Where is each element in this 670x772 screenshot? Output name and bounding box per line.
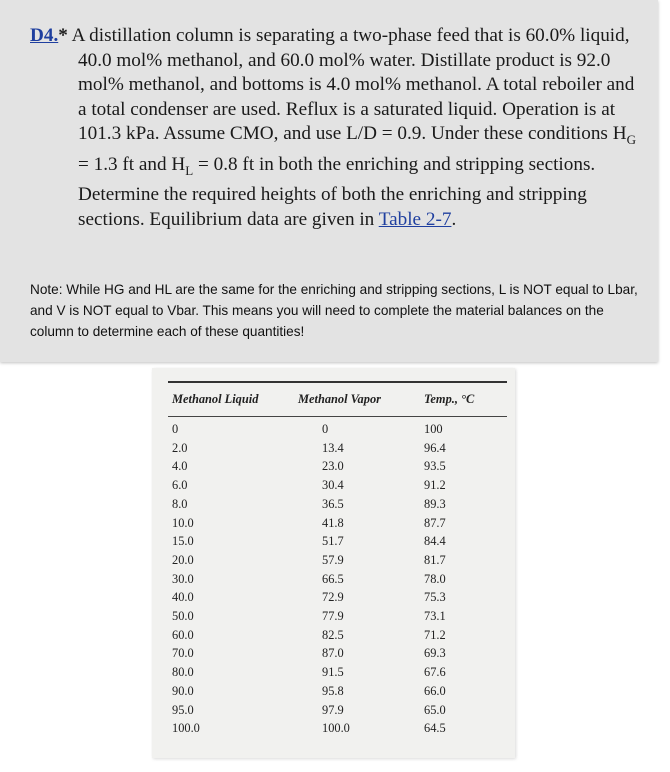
liquid-value: 50.0	[172, 609, 194, 623]
temp-value: 91.2	[424, 478, 446, 493]
vapor-value: 57.9	[322, 552, 344, 567]
table-row	[152, 684, 515, 702]
liquid-value: 6.0	[172, 478, 188, 493]
temp-value: 96.4	[424, 440, 446, 455]
temp-value: 89.3	[424, 496, 446, 511]
temp-value: 73.1	[424, 609, 446, 623]
table-row	[152, 665, 515, 683]
table-row	[152, 441, 515, 459]
liquid-value: 90.0	[172, 683, 194, 698]
temp-value: 69.3	[424, 646, 446, 661]
liquid-value: 95.0	[172, 702, 194, 717]
header-temperature: Temp., °C	[424, 392, 475, 406]
liquid-value: 60.0	[172, 627, 194, 642]
problem-paragraph	[30, 24, 642, 232]
vapor-value: 72.9	[322, 590, 344, 605]
temp-value: 78.0	[424, 571, 446, 586]
table-top-rule	[168, 381, 507, 383]
temp-value: 87.7	[424, 515, 446, 530]
liquid-value: 40.0	[172, 590, 194, 605]
problem-star: *	[58, 25, 68, 46]
note-text: Note: While HG and HL are the same for the enriching and stripping sections, L is NOT equal to Lbar, and V is NOT equal to Vbar. This means you will need to complete the material balances on the column to determine each of these quantities!	[30, 282, 638, 339]
table-row	[152, 628, 515, 646]
temp-value: 65.0	[424, 702, 446, 717]
header-methanol-vapor: Methanol Vapor	[298, 392, 381, 406]
vapor-value: 0	[322, 422, 329, 436]
vapor-value: 77.9	[322, 609, 344, 623]
hl-subscript: L	[185, 162, 194, 178]
temp-value: 75.3	[424, 590, 446, 605]
liquid-value: 15.0	[172, 534, 194, 549]
table-row	[152, 497, 515, 515]
table-row	[152, 609, 515, 627]
liquid-value: 8.0	[172, 496, 188, 511]
table-row	[152, 553, 515, 571]
liquid-value: 0	[172, 422, 179, 436]
vapor-value: 87.0	[322, 646, 344, 661]
table-row	[152, 422, 515, 440]
temp-value: 66.0	[424, 683, 446, 698]
equilibrium-table	[152, 368, 515, 758]
temp-value: 67.6	[424, 665, 446, 680]
problem-tail-text: = 0.8 ft in both the enriching and stripping sections. Determine the required heights of both the enriching and stripping sections. Equilibrium data are given in	[78, 153, 596, 230]
problem-statement	[30, 24, 642, 232]
problem-id-link[interactable]: D4.	[30, 25, 59, 46]
table-row	[152, 478, 515, 496]
vapor-value: 91.5	[322, 665, 344, 680]
table-row	[152, 590, 515, 608]
liquid-value: 2.0	[172, 440, 188, 455]
temp-value: 84.4	[424, 534, 446, 549]
problem-text: A distillation column is separating a two-phase feed that is 60.0% liquid, 40.0 mol% methanol, and 60.0 mol% water. Distillate product is 92.0 mol% methanol, and bottoms is 4.0 mol% methanol. A total reboiler and a total condenser are used. Reflux is a saturated liquid. Operation is at 101.3 kPa. Assume CMO, and use L/D = 0.9. Under these conditions H	[67, 25, 635, 145]
problem-panel	[0, 0, 658, 362]
liquid-value: 100.0	[172, 721, 200, 736]
problem-mid-text: = 1.3 ft and H	[78, 153, 186, 175]
problem-end: .	[451, 208, 457, 230]
table-row	[152, 703, 515, 721]
vapor-value: 82.5	[322, 627, 344, 642]
temp-value: 81.7	[424, 552, 446, 567]
liquid-value: 10.0	[172, 515, 194, 530]
table-row	[152, 459, 515, 477]
table-row	[152, 534, 515, 552]
liquid-value: 30.0	[172, 571, 194, 586]
temp-value: 71.2	[424, 627, 446, 642]
vapor-value: 41.8	[322, 515, 344, 530]
header-methanol-liquid: Methanol Liquid	[172, 392, 259, 406]
vapor-value: 13.4	[322, 440, 344, 455]
vapor-value: 23.0	[322, 459, 344, 474]
table-row	[152, 572, 515, 590]
vapor-value: 66.5	[322, 571, 344, 586]
table-row	[152, 516, 515, 534]
table-row	[152, 721, 515, 739]
temp-value: 100	[424, 422, 443, 436]
vapor-value: 100.0	[322, 721, 350, 736]
vapor-value: 97.9	[322, 702, 344, 717]
temp-value: 64.5	[424, 721, 446, 736]
liquid-value: 80.0	[172, 665, 194, 680]
liquid-value: 70.0	[172, 646, 194, 661]
liquid-value: 4.0	[172, 459, 188, 474]
temp-value: 93.5	[424, 459, 446, 474]
vapor-value: 30.4	[322, 478, 344, 493]
table-header-rule	[168, 416, 507, 417]
table-row	[152, 646, 515, 664]
liquid-value: 20.0	[172, 552, 194, 567]
vapor-value: 36.5	[322, 496, 344, 511]
vapor-value: 51.7	[322, 534, 344, 549]
hg-subscript: G	[626, 132, 636, 148]
table-link[interactable]: Table 2-7	[378, 208, 452, 230]
vapor-value: 95.8	[322, 683, 344, 698]
